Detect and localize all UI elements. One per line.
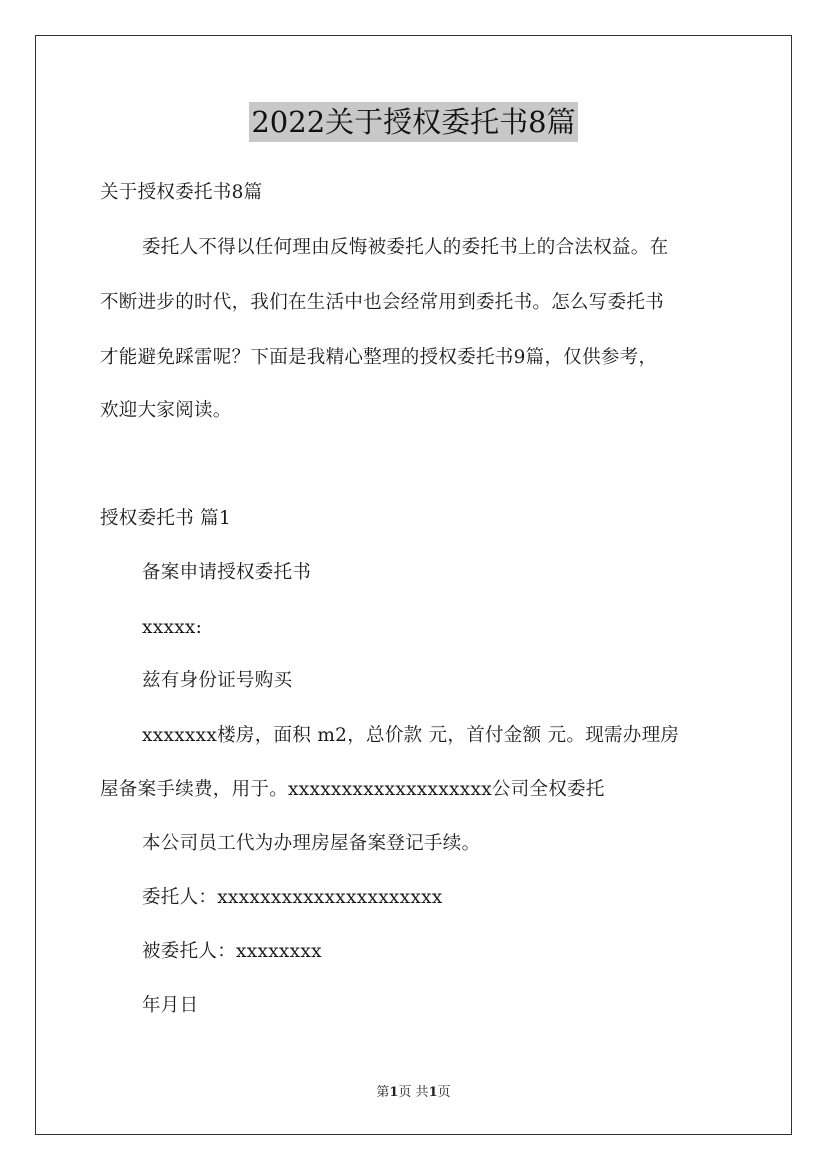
intro-line-2: 不断进步的时代，我们在生活中也会经常用到委托书。怎么写委托书 (100, 292, 665, 313)
intro-line-3: 才能避免踩雷呢？下面是我精心整理的授权委托书9篇，仅供参考， (100, 347, 658, 368)
footer-page-prefix: 第 (376, 1085, 390, 1100)
section-heading: 授权委托书 篇1 (100, 508, 232, 529)
section-line-3: 兹有身份证号购买 (142, 670, 293, 691)
section-line-6: 本公司员工代为办理房屋备案登记手续。 (142, 833, 481, 854)
document-title: 2022关于授权委托书8篇 (249, 102, 577, 142)
intro-heading: 关于授权委托书8篇 (100, 182, 263, 203)
intro-line-4: 欢迎大家阅读。 (100, 400, 232, 421)
section-line-7: 委托人：xxxxxxxxxxxxxxxxxxxxx (142, 887, 443, 908)
section-line-1: 备案申请授权委托书 (142, 562, 312, 583)
section-line-9: 年月日 (142, 995, 199, 1016)
section-line-8: 被委托人：xxxxxxxx (142, 941, 322, 962)
section-line-5: 屋备案手续费，用于。xxxxxxxxxxxxxxxxxxx公司全权委托 (100, 779, 605, 800)
title-block (0, 102, 827, 142)
intro-line-1: 委托人不得以任何理由反悔被委托人的委托书上的合法权益。在 (142, 237, 669, 258)
footer-page-mid: 页 共 (398, 1085, 429, 1100)
section-line-2: xxxxx: (142, 617, 203, 638)
section-line-4: xxxxxxx楼房，面积 m2，总价款 元，首付金额 元。现需办理房 (142, 725, 680, 746)
footer-page-total: 1 (428, 1085, 438, 1100)
footer-page-suffix: 页 (437, 1085, 451, 1100)
page-footer (0, 1084, 827, 1102)
footer-page-current: 1 (389, 1085, 399, 1100)
